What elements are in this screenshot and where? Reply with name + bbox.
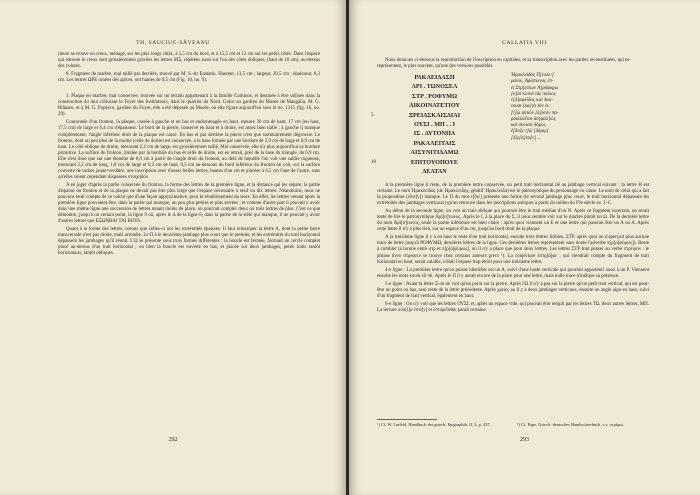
transcription-line: [κ]αὶ κοινὰ τᾶς πόλιος (511, 91, 556, 97)
inscription-line: ΟΥΣΙ . ΜΠ . . Ι (413, 121, 455, 129)
transcription-line: μαίου, Ἀρίστωνος ἐπ- (511, 79, 554, 85)
left-page (0, 0, 346, 495)
inscription-line: ΙΣ . ΑΥΤΟΝΠΑ (413, 130, 456, 138)
inscription-transcription (511, 73, 649, 142)
transcription-line: τουσι [κα]τὰ τὰν ἐν (511, 104, 550, 110)
paragraph: A la troisième ligne il y a en haut le reste d'un trait horizontal, ensuite trois lettres lisibles, ΣΤΡ, après quoi on n'aperçoit plus aucune trace de lettre jusqu'à ΡΟΦΥΜΩ, dernières lettres de la ligne. Ces dernières lettres représentent sans doute l'adverbe π[ρ]ο[φύμως]). Reste à combler la lacune entre στρ et π[ρ]ο[φύμως], où il n'y a place que pour deux lettres. Les lettres ΣΤΡ font penser au verbe στρέφειν : le phrase ἄνευ στρέφειν se trouve chez certains auteurs grecs ¹). La conjecture ἐστρ[ά]φε ; qui viendrait compte du fragment de trait horizontal en haut, serait valable, n'était l'espace trop étroit pour une troisième lettre. (377, 235, 649, 265)
line-number: 10 (371, 159, 376, 165)
right-page (349, 0, 700, 495)
inscription-capitals (371, 73, 492, 176)
paragraph: Nous donnons ci-dessous la reproduction de l'inscription en capitales, et sa transcription avec les parties reconstituées, qui ne représentent, le plus souvent, qu'une des versions possibles. (377, 58, 630, 70)
paragraph: rieure se trouve un creux, ménagé, sur les plus longs côtés, à 5,5 cm du bord, et à 15,5 cm et 12 cm sur les petits côtés. Dans l'espace qui entoure le creux sont grossièrement gravées les lettres ΜΞ, répétées aussi sur l'un des côtés obliques, (haut de 16 cm), au-dessus des volutes. (58, 52, 320, 70)
paragraph: 6-e ligne : On n'y voit que les lettres ΟΥΣΙ, et, après un espace vide, qui pouvait être rempli par les lettres ΤΩ, deux autres lettres, ΜΠ. La lecture οὐσ[ί]α ἐστὶ[ν] et ἐστερεῖσθαι paraît certaine. (377, 301, 649, 313)
paragraph: Couronnée d'un fronton, la plaque, cassée à gauche et en bas et endommagée en haut, mesure 30 cm de haut, 17 cm (en haut, 17,5 cm) de large et 6,4 cm d'épaisseur. Le bord de la pierre, conservé en haut et à droite, est assez bien taillé ; à gauche il manque complètement, l'angle inférieur droit de la plaque est cassé. En bas et par derrière la pierre n'est que sommairement dégrossie. Le fronton, dont un peu plus de la moitié (celle de droite) est conservée, a la base formée par une bordure de 2,9 cm de large et 0,9 cm de haut. Le côté oblique de droite, mesurant 2,2 cm de large, est grossièrement taillé. Mal conservée, elle n'a plus aujourd'hui sa bordure primitive. La surface du fronton, limitée par la bordure du bas et celle de droite, est en retrait, près de la base du triangle, de 0,9 cm. Elle n'est lisse que sur une étendue de 8,6 cm à partir de l'angle droit du fronton, au delà de laquelle l'on voit une saillie rugueuse, mesurant 2,2 cm de long, 1,8 cm de large et 0,5 cm de haut, 0,5 cm au-dessous du bord inférieur du fronton on voit, sur la surface couverte de taches jaune-verdâtre, une inscription avec d'assez belles lettres, hautes d'un cm et placées à 0,5 cm l'une de l'autre, sans qu'elles soient cependant disposées στοιχηδόν. (58, 120, 321, 180)
running-header-right: CALLATIS VIII (502, 40, 547, 46)
footnote-rule (377, 419, 437, 420)
transcription-line: Ἡρακλείδας Π[τολε-] (511, 73, 554, 78)
paragraph: 8. Fragment de marbre, mal taillé par derrière, trouvé par M. S.-tir Eustatiu. Hauteur, 13,5 cm ; largeur, 20,5 cm ; épaisseur, 8,3 cm. Les lettres ΩΡΕ ornées des apices, ont hautes de 9,5 cm (Fig. 10, no. 9). (58, 72, 320, 84)
inscription-line: 5 ΞΡΕΙΔΣΚΑΙΣΔΙΑΙ (371, 111, 461, 119)
page-number-right: 293 (520, 437, 529, 443)
transcription-line: ἔ[δοξε τ]ῷ [δάμῳ] (511, 129, 549, 135)
paragraph: Au début de la seconde ligne, on voit un trait oblique qui pourrait être le trait médian d'un N. Après ce fragment incertain, on serait tenté de lire le patronymique Ἀρί[σ]τωνος. Après le Ι, à la place du Σ, il nous semble voir sur le marbre plutôt un Ω. De la dernière lettre du nom Ἀρί[σ]τωνος, seule la partie inférieure est bien claire ; après quoi viennent un E et une lettre qui pourrait être un A ou A. Après cette lettre il n'y a plus rien, sur un espace d'un cm, jusqu'au bord droit de la plaque. (377, 209, 649, 233)
inscription-line: ΡΑΚΑΛΕΙΤΑΙΣ (413, 139, 456, 147)
left-body-text (58, 52, 320, 259)
transcription-line: ἐ[δ]αφεῖδας καὶ διαι- (511, 98, 554, 103)
right-body-text (377, 183, 649, 316)
paragraph: 5-e ligne : Avant la lettre Ξ on ne voit qu'un point sur la pierre. Après l'Ω il n'y a pas sur la pierre qu'un petit trait vertical, qui est peut-être un point ou bas, seul reste de la lettre précédente. Après χρεία; au il y a deux jambages verticaux, ensuite un angle aigu en haut, suivi d'un fragment de trait vertical, également en haut. (377, 281, 649, 299)
transcription-line: [δ]ε[ά]τα[ν] ... (511, 135, 542, 141)
inscription-line: 10 ΕΠΙΤΟΥΟΠΟΥΕ (371, 158, 459, 166)
paragraph: Quant à la forme des lettres, notons que celles-ci ont les extrémités épaisses. Il faut remarquer la lettre A, dont la petite barre transversale n'est pas droite, mais arrondie. Le Π à le deuxième jambage plus court que le premier, et les extrémités du trait horizontal dépassent les jambages qu'il réunit. L'Ω se présente sous trois formes différentes : la boucle est fermée, formant un cercle complet placé au-dessus d'un trait horizontal ; ou bien la boucle est ouverte en bas, et placée sur deux jambages, petits traits tantôt horizontaux, tantôt obliques. (58, 227, 320, 257)
footnote-left: ¹) Cf. W. Larfeld, Handbuch der griech. Epigraphik, II, 2, p. 457. (377, 422, 491, 427)
transcription-line: εὶ Στρ[ατίων Ἀ]ρύφυμω (511, 85, 559, 91)
inscription-line: ΑΡΙ . ΤΩΝΟΣΕΑ (411, 83, 458, 91)
transcription-line: [τ]ῷ αὐτῶν [ἁ]υτὸν πα- (511, 110, 559, 116)
intro-paragraph (377, 58, 649, 70)
transcription-line: ρακαλεῖται ἀσ[φαλ]ῶς (511, 116, 556, 122)
inscription-line: ΣΤΡ . ΡΟΦΥΜΩ (411, 92, 458, 100)
paragraph: 4-e ligne : La première lettre qu'on puisse identifier est un A, suivi d'une haste verticale qui pourrait appartenir aussi à un P. Viennent ensuite les mots κοινὰ τᾶ πό. Après le Π il y aurait encore de la place pour une lettre, mais nulle trace n'indique sa présence. (377, 267, 649, 279)
running-header-left: TH. SAUCIUC-SĂVEANU (136, 40, 210, 46)
inscription-line: ΔΕΑΤΑΝ (422, 168, 447, 176)
inscription-line: ΑΙΣΥΝΙΤΙΔΑΜΩ (410, 149, 459, 157)
paragraph: A la première ligne il reste, de la première lettre conservée, un petit trait horizontal lié au jambage vertical suivant : la lettre H est certaine. Le nom Ἡρακλείδας (de Ἡρακλείδης, génitif Ἡρακλείδα) est le patronymique du personnage en cause. Le nom de celui qui a fait la proposition (εἶπε[ν]) manque. Le Π du mot ε[ἶπε] présente une forme (le second jambage plus court, le trait horizontal dépassant les extrémités des jambages verticaux) qu'on retrouve dans les inscriptions antiques à partir du milieu du IVe siècle av. J.-C. (377, 183, 649, 207)
line-number: 5 (371, 112, 374, 118)
transcription-line: καὶ συνιστὶ δάμω, (511, 123, 547, 128)
inscription-line: ΑΙΚΟΙΝΑΤΕΤΙΟΥ (409, 102, 460, 110)
inscription-line: ΡΑΚΛΕΙΔΑΣΠ (414, 74, 455, 81)
page-number-left: 292 (168, 437, 178, 443)
footnote-right: ¹) Cf. Pape, Griech.-deutsches Handwörterbuch, s.v. στρέφω. (517, 422, 625, 427)
paragraph: 1. Plaque en marbre, mal conservée, trouvée sur un terrain appartenant à la famille Cominos, et destinée à être utilisée dans la construction du mur clôturant le Foyer des Instituteurs, dans le quartier du Nord. Grâce au gardien du Musée de Mangalia, M. G. Blânaru, et à M. G. Popescu, gardien du Foyer, elle a été déposée au Musée, où elle figure aujourd'hui sous le no. 1315 (fig. 16, no. 29). (58, 94, 320, 118)
paragraph: A en juger d'après la partie conservée du fronton, la forme des lettres de la première ligne, et la distance qui les sépare, la partie disparue du fronton et de la plaque ne devait pas être plus large que l'espace nécessaire à neuf ou dix lettres. Néanmoins, nous ne pouvons tenir compte de ce calcul que d'une façon approximative, pour le rétablissement du texte. En effet, les lettres venant après la première ligne pouvaient être, dans la partie qui manque, un peu plus petites et plus serrées ; et comme d'autre part il pouvait y avoir dans une même ligne une succession de lettres tenant moins de place, on pourrait compter deux ou trois lettres de plus. C'est ce que démontre, jusqu'à un certain point, la ligne 9 où, après le Δ de la ligne 8, dans la partie de la stèle qui manque, il ne pouvait y avoir d'autres lettres que ΕΞΩΝΒΑΙ ΤΑΙ ΒΟΥΛ. (58, 182, 320, 225)
